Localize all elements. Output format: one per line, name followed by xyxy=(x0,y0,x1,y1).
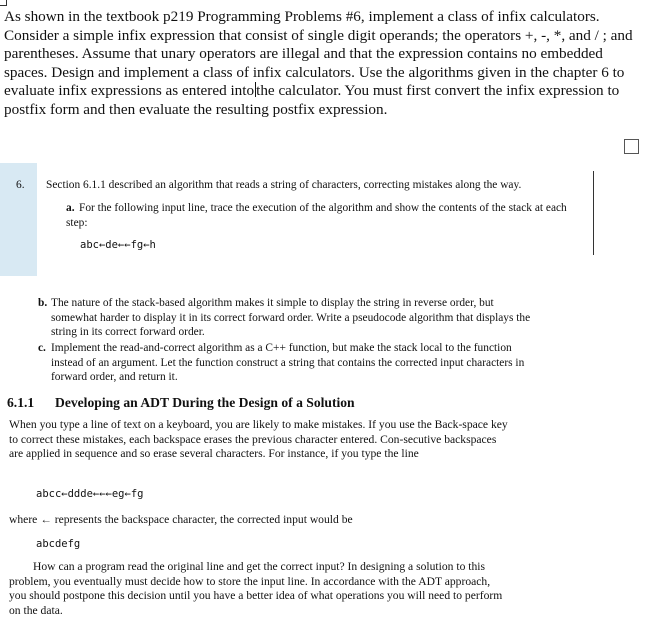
prompt-text-before: As shown in the textbook p219 Programming Problems #6, implement a class of infix calculators. Consider a simple infix expression that consist of single digit operands; the operators +, -, *, and / ; and parentheses. Assume that unary operators are illegal and that the expression contains no embedded spaces. Design and implement a class of infix calculators. Use the algorithms given in the chapter 6 to evaluate infix expressions as entered into xyxy=(4,8,633,100)
exercise-part-a xyxy=(66,201,586,230)
part-c-text: Implement the read-and-correct algorithm as a C++ function, but make the stack local to the function xyxy=(51,342,512,354)
part-b-label: b. xyxy=(38,297,48,309)
section-paragraph-2: where ← represents the backspace character, the corrected input would be xyxy=(9,513,353,526)
exercise-part-b xyxy=(38,296,558,340)
part-a-label: a. xyxy=(66,202,75,214)
section-code-1: abcc←ddde←←←eg←fg xyxy=(36,488,144,500)
section-paragraph-1: When you type a line of text on a keyboard, you are likely to make mistakes. If you use the Back-space key to correct these mistakes, each backspace erases the previous character entered. Con-secutive backspaces are applied in sequence and so erase several characters. For instance, if you type the line xyxy=(9,418,508,461)
section-code-2: abcdefg xyxy=(36,538,81,550)
part-a-code: abc←de←←fg←h xyxy=(80,239,156,251)
section-title: Developing an ADT During the Design of a Solution xyxy=(55,395,355,410)
part-b-text-cont: somewhat harder to display it in its correct forward order. Write a pseudocode algorithm that displays the string in its correct forward order. xyxy=(51,311,531,339)
exercise-intro: Section 6.1.1 described an algorithm that reads a string of characters, correcting mistakes along the way. xyxy=(46,179,522,191)
exercise-number: 6. xyxy=(16,179,25,191)
section-paragraph-3: How can a program read the original line and get the correct input? In designing a solution to this problem, you eventually must decide how to store the input line. In accordance with the ADT approach, you should postpone this decision until you have a better idea of what operations you will need to perform on the data. xyxy=(9,560,503,617)
assignment-prompt xyxy=(4,8,636,120)
exercise-part-c xyxy=(38,341,558,385)
part-a-text: For the following input line, trace the execution of the algorithm and show the contents of the stack at each step: xyxy=(66,202,567,229)
part-b-text: The nature of the stack-based algorithm makes it simple to display the string in reverse order, but xyxy=(51,297,494,309)
section-heading xyxy=(7,395,355,411)
prompt-text-after: the calculator. You must first convert the infix expression to postfix form and then evaluate the resulting postfix expression. xyxy=(4,82,620,118)
margin-bar xyxy=(593,171,594,255)
corner-mark xyxy=(0,0,7,6)
section-number: 6.1.1 xyxy=(7,395,35,410)
part-c-text-cont: instead of an argument. Let the function construct a string that contains the corrected input characters in forward order, and return it. xyxy=(51,356,525,384)
answer-checkbox[interactable] xyxy=(624,139,639,154)
part-c-label: c. xyxy=(38,342,46,354)
